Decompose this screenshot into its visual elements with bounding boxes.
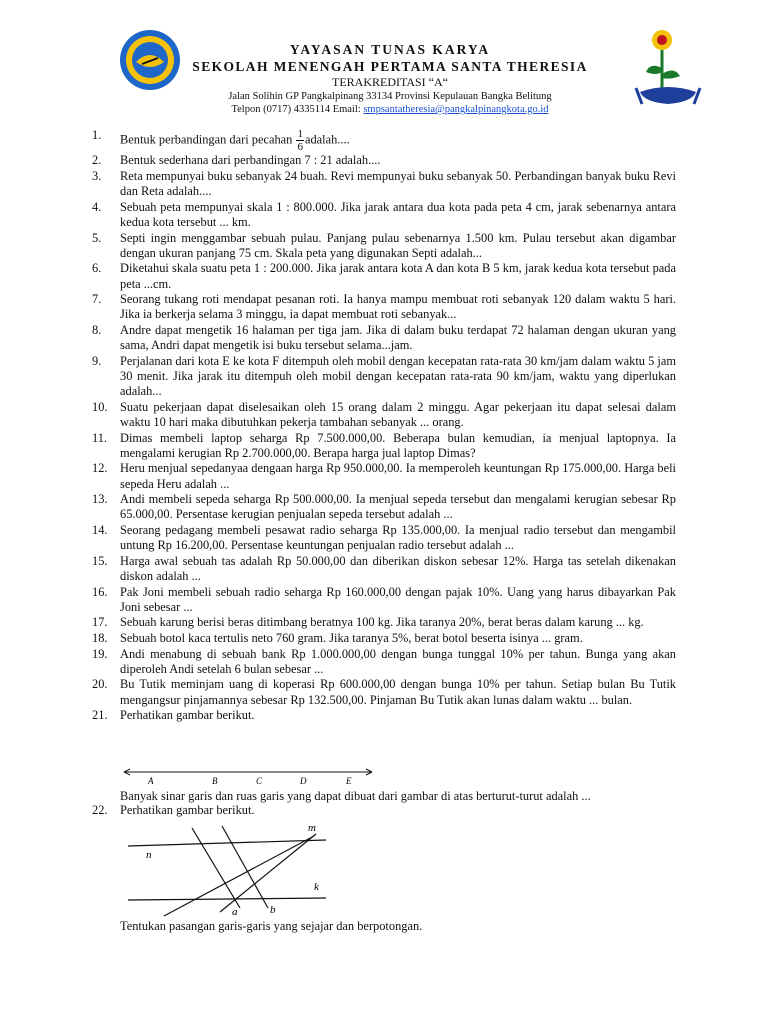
question-number: 3. xyxy=(92,168,102,183)
line-label-m: m xyxy=(308,822,316,834)
question-item xyxy=(92,169,676,199)
line-label-a: a xyxy=(232,906,238,918)
question-item xyxy=(92,400,676,430)
line-label-k: k xyxy=(314,881,319,893)
question-text: Pak Joni membeli sebuah radio seharga Rp 160.000,00 dengan pajak 10%. Uang yang harus dibayarkan Pak Joni sebesar ... xyxy=(120,584,676,614)
point-label-e: E xyxy=(346,776,352,786)
question-item xyxy=(92,803,676,818)
point-label-a: A xyxy=(148,776,154,786)
fraction-denominator: 6 xyxy=(297,141,303,153)
question-text: Andi membeli sepeda seharga Rp 500.000,00. Ia menjual sepeda tersebut dan mengalami kerugian sebesar Rp 65.000,00. Persentase kerugian penjualan sepeda tersebut adalah ... xyxy=(120,492,676,522)
contact-phone: Telpon (0717) 4335114 Email: xyxy=(231,104,364,115)
question-number: 6. xyxy=(92,261,102,276)
question-item xyxy=(92,492,676,522)
question-item xyxy=(92,200,676,230)
fraction-numerator: 1 xyxy=(297,128,303,140)
question-text: Andi menabung di sebuah bank Rp 1.000.000,00 dengan bunga tunggal 10% per tahun. Bunga yang akan diperoleh Andi setelah 6 bulan sebesar ... xyxy=(120,646,676,676)
fraction xyxy=(296,128,304,153)
question-item xyxy=(92,554,676,584)
question-text: Sebuah botol kaca tertulis neto 760 gram. Jika taranya 5%, berat botol beserta isinya ... gram. xyxy=(120,630,583,645)
question-text: Bu Tutik meminjam uang di koperasi Rp 600.000,00 dengan bunga 10% per tahun. Setiap bulan Bu Tutik mengangsur pinjamannya sebesar Rp 132.500,00. Pinjaman Bu Tutik akan lunas dalam waktu ... bulan. xyxy=(120,677,676,707)
question-item xyxy=(92,153,676,168)
question-text-before: Bentuk perbandingan dari pecahan xyxy=(120,132,296,147)
question-number: 4. xyxy=(92,199,102,214)
question-item xyxy=(92,631,676,646)
line-label-n: n xyxy=(146,849,152,861)
question-number: 17. xyxy=(92,615,108,630)
question-item xyxy=(92,261,676,291)
question-item xyxy=(92,128,676,153)
question-number: 22. xyxy=(92,803,108,817)
question-item xyxy=(92,615,676,630)
question-text: Seorang tukang roti mendapat pesanan roti. Ia hanya mampu membuat roti sebanyak 120 dalam waktu 5 hari. Jika ia berkerja selama 3 minggu, ia dapat membuat roti sebanyak... xyxy=(120,292,676,322)
question-text: Sebuah peta mempunyai skala 1 : 800.000. Jika jarak antara dua kota pada peta 4 cm, jarak sebenarnya antara kedua kota tersebut ... km. xyxy=(120,199,676,229)
point-label-d: D xyxy=(300,776,307,786)
question-item xyxy=(92,523,676,553)
question-number: 11. xyxy=(92,430,108,445)
line-label-b: b xyxy=(270,904,276,916)
question-item xyxy=(92,231,676,261)
question-item xyxy=(92,461,676,491)
q21-followup: Banyak sinar garis dan ruas garis yang dapat dibuat dari gambar di atas berturut-turut adalah ... xyxy=(120,789,591,803)
question-item xyxy=(92,677,676,707)
question-text: Perjalanan dari kota E ke kota F ditempuh oleh mobil dengan kecepatan rata-rata 30 km/jam dalam waktu 5 jam 30 menit. Jika jarak itu ditempuh oleh mobil dengan kecepatan rata-rata 90 km/jam, waktu yang diperlukan adalah... xyxy=(120,353,676,399)
question-number: 21. xyxy=(92,708,108,723)
point-label-b: B xyxy=(212,776,218,786)
question-number: 8. xyxy=(92,322,102,337)
question-item xyxy=(92,647,676,677)
question-item xyxy=(92,292,676,322)
question-text: Bentuk sederhana dari perbandingan 7 : 21 adalah.... xyxy=(120,153,381,168)
question-list xyxy=(92,128,676,724)
question-number: 5. xyxy=(92,230,102,245)
question-number: 12. xyxy=(92,461,108,476)
question-number: 13. xyxy=(92,492,108,507)
point-label-c: C xyxy=(256,776,263,786)
question-text: Reta mempunyai buku sebanyak 24 buah. Revi mempunyai buku sebanyak 50. Perbandingan banyak buku Revi dan Reta adalah.... xyxy=(120,168,676,199)
question-number: 7. xyxy=(92,292,102,307)
question-text: Suatu pekerjaan dapat diselesaikan oleh 15 orang dalam 2 minggu. Agar pekerjaan itu dapat selesai dalam waktu 10 hari maka dibutuhkan pekerja tambahan sebanyak ... orang. xyxy=(120,399,676,429)
question-text: Perhatikan gambar berikut. xyxy=(120,708,255,723)
question-text xyxy=(120,128,676,153)
question-number: 14. xyxy=(92,522,108,537)
figure-parallel-lines xyxy=(120,818,330,918)
question-item xyxy=(92,585,676,615)
question-item xyxy=(92,708,676,723)
school-logo-right xyxy=(632,24,704,120)
q22-followup: Tentukan pasangan garis-garis yang sejajar dan berpotongan. xyxy=(120,919,423,933)
question-number: 18. xyxy=(92,630,108,645)
question-number: 15. xyxy=(92,553,108,568)
figure-line-points xyxy=(120,766,380,788)
question-text: Harga awal sebuah tas adalah Rp 50.000,00 dan diberikan diskon sebesar 12%. Harga tas setelah dikenakan diskon adalah ... xyxy=(120,553,676,583)
question-text: Andre dapat mengetik 16 halaman per tiga jam. Jika di dalam buku terdapat 72 halaman dengan ukuran yang sama, Andri dapat mengetik isi buku tersebut selama...jam. xyxy=(120,322,676,353)
question-text: Diketahui skala suatu peta 1 : 200.000. Jika jarak antara kota A dan kota B 5 km, jarak kedua kota tersebut pada peta ...cm. xyxy=(120,261,676,291)
question-number: 1. xyxy=(92,128,102,142)
email-link[interactable]: smpsantatheresia@pangkalpinangkota.go.id xyxy=(363,104,549,115)
question-text-after: adalah.... xyxy=(304,132,350,147)
question-text: Septi ingin menggambar sebuah pulau. Panjang pulau sebenarnya 1.500 km. Pulau tersebut akan digambar dengan ukuran panjang 75 cm. Skala peta yang digunakan Septi adalah... xyxy=(120,230,676,260)
question-item xyxy=(92,323,676,353)
school-address: Jalan Solihin GP Pangkalpinang 33134 Provinsi Kepulauan Bangka Belitung xyxy=(228,91,552,102)
question-text: Sebuah karung berisi beras ditimbang beratnya 100 kg. Jika taranya 20%, berat beras dalam karung ... kg. xyxy=(120,615,644,630)
question-number: 9. xyxy=(92,353,102,368)
question-text: Perhatikan gambar berikut. xyxy=(120,803,255,817)
question-text: Heru menjual sepedanyaa dengaan harga Rp 950.000,00. Ia memperoleh keuntungan Rp 175.000,00. Harga beli sepeda Heru adalah ... xyxy=(120,461,676,491)
question-item xyxy=(92,354,676,400)
question-number: 10. xyxy=(92,399,108,414)
question-text: Dimas membeli laptop seharga Rp 7.500.000,00. Beberapa bulan kemudian, ia menjual laptopnya. Ia mengalami kerugian Rp 2.700.000,00. Berapa harga jual laptop Dimas? xyxy=(120,430,676,460)
question-number: 16. xyxy=(92,584,108,599)
foundation-name: YAYASAN TUNAS KARYA xyxy=(289,42,491,57)
letterhead-text xyxy=(160,42,620,116)
question-number: 20. xyxy=(92,677,108,692)
question-text: Seorang pedagang membeli pesawat radio seharga Rp 135.000,00. Ia menjual radio tersebut dan mengambil untung Rp 16.200,00. Persentase keuntungan penjualan radio tersebut adalah ... xyxy=(120,522,676,553)
accreditation: TERAKREDITASI “A“ xyxy=(331,75,448,89)
question-number: 2. xyxy=(92,153,102,168)
school-contact xyxy=(160,103,620,116)
question-number: 19. xyxy=(92,646,108,661)
question-item xyxy=(92,431,676,461)
school-name: SEKOLAH MENENGAH PERTAMA SANTA THERESIA xyxy=(192,59,588,74)
